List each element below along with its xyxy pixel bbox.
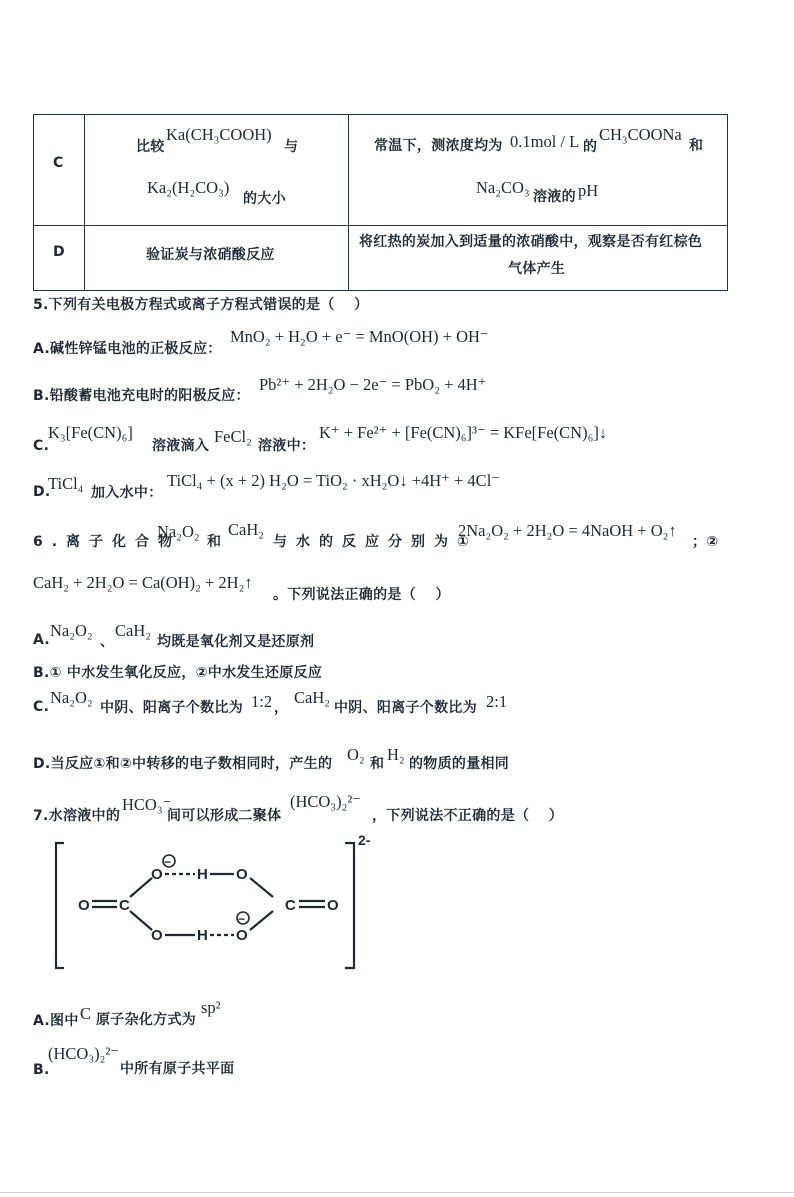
q6-stem-cah2: CaH₂ bbox=[228, 520, 264, 539]
q6-option-a-cah2: CaH₂ bbox=[115, 621, 151, 640]
q5-option-c-equation: K⁺ + Fe²⁺ + [Fe(CN)₆]³⁻ = KFe[Fe(CN)₆]↓ bbox=[319, 423, 608, 442]
q6-option-c-mid1: 中阴、阳离子个数比为 bbox=[100, 700, 243, 716]
atom-h-upper: H bbox=[197, 866, 208, 883]
atom-o-lower-right: O bbox=[236, 927, 248, 944]
q6-option-d-end: 的物质的量相同 bbox=[409, 756, 510, 772]
row-c-purpose-suffix: 的大小 bbox=[243, 191, 286, 207]
row-c-label: C bbox=[53, 155, 64, 171]
atom-o-upper-right: O bbox=[236, 866, 248, 883]
dimer-charge: 2- bbox=[358, 833, 371, 848]
q6-option-c-na2o2: Na₂O₂ bbox=[50, 688, 93, 707]
row-c-method-of: 的 bbox=[583, 139, 598, 155]
q7-stem-end: ，下列说法不正确的是（ ） bbox=[372, 808, 564, 824]
row-c-na2co3: Na₂CO₃ bbox=[476, 178, 530, 197]
atom-o-upper-left: O bbox=[151, 866, 163, 883]
q5-option-b-label: B.铅酸蓄电池充电时的阳极反应： bbox=[33, 388, 250, 404]
q6-stem-equation-2: CaH₂ + 2H₂O = Ca(OH)₂ + 2H₂↑ bbox=[33, 573, 253, 592]
q6-stem-end: 。下列说法正确的是（ ） bbox=[273, 587, 450, 603]
q6-option-a-text: 均既是氧化剂又是还原剂 bbox=[157, 634, 315, 650]
q5-option-d-equation: TiCl₄ + (x + 2) H₂O = TiO₂ · xH₂O↓ +4H⁺ + 4Cl⁻ bbox=[167, 471, 500, 490]
upper-o-minus-sign: − bbox=[164, 855, 172, 869]
row-c-purpose-and: 与 bbox=[284, 139, 299, 155]
row-c-ch3coona: CH₃COONa bbox=[599, 125, 682, 144]
q7-option-a-sp2: sp² bbox=[201, 998, 221, 1017]
row-c-ka-acetic: Ka(CH₃COOH) bbox=[166, 125, 272, 144]
q6-option-c-prefix: C. bbox=[33, 699, 50, 715]
row-c-concentration: 0.1mol / L bbox=[510, 132, 580, 151]
atom-h-lower: H bbox=[197, 927, 208, 944]
hco3-dimer-structure-diagram bbox=[40, 833, 380, 978]
row-c-ph: pH bbox=[578, 181, 599, 200]
row-c-method-prefix: 常温下，测浓度均为 bbox=[374, 138, 503, 154]
row-d-label: D bbox=[53, 244, 65, 260]
q6-option-c-comma: ， bbox=[274, 700, 289, 716]
q6-stem-mid: 与水的反应分别为① bbox=[273, 534, 478, 550]
q7-stem-dimer: (HCO₃)₂²⁻ bbox=[290, 792, 361, 811]
q7-option-a-prefix: A.图中 bbox=[33, 1013, 79, 1029]
q7-stem-prefix: 7.水溶液中的 bbox=[33, 808, 121, 824]
q6-option-d-o2: O₂ bbox=[347, 745, 365, 764]
q6-option-d-text: D.当反应①和②中转移的电子数相同时，产生的 bbox=[33, 756, 333, 772]
row-d-method-line2: 气体产生 bbox=[508, 261, 566, 277]
q6-option-c-mid2: 中阴、阳离子个数比为 bbox=[334, 700, 477, 716]
q5-option-d-ticl4: TiCl₄ bbox=[48, 474, 84, 493]
q5-option-c-fecl2: FeCl₂ bbox=[214, 427, 252, 446]
q6-stem-na2o2: Na₂O₂ bbox=[157, 522, 200, 541]
q7-option-a-c: C bbox=[80, 1004, 92, 1023]
q5-option-a-equation: MnO₂ + H₂O + e⁻ = MnO(OH) + OH⁻ bbox=[230, 327, 489, 346]
q6-stem-prefix: 6.离子化合物 bbox=[33, 534, 182, 550]
q7-stem-mid: 间可以形成二聚体 bbox=[167, 808, 282, 824]
q6-stem-equation-1: 2Na₂O₂ + 2H₂O = 4NaOH + O₂↑ bbox=[458, 521, 677, 540]
q5-stem: 5.下列有关电极方程式或离子方程式错误的是（ ） bbox=[33, 297, 369, 313]
q5-option-c-k3fecn6: K₃[Fe(CN)₆] bbox=[48, 423, 133, 442]
lower-o-minus-sign: − bbox=[238, 912, 246, 926]
q5-option-a-label: A.碱性锌锰电池的正极反应： bbox=[33, 341, 222, 357]
q7-option-a-mid: 原子杂化方式为 bbox=[96, 1012, 197, 1028]
row-c-method-and: 和 bbox=[689, 138, 704, 154]
q7-option-b-prefix: B. bbox=[33, 1062, 50, 1078]
q6-option-d-and: 和 bbox=[370, 756, 385, 772]
page-bottom-rule bbox=[0, 1192, 794, 1193]
q6-option-b: B.① 中水发生氧化反应，②中水发生还原反应 bbox=[33, 665, 323, 681]
atom-o-right: O bbox=[327, 897, 339, 914]
q5-option-d-prefix: D. bbox=[33, 484, 51, 500]
atom-c-right: C bbox=[285, 897, 296, 914]
q6-stem-and: 和 bbox=[207, 534, 222, 550]
q6-option-a-na2o2: Na₂O₂ bbox=[50, 621, 93, 640]
q6-option-c-cah2: CaH₂ bbox=[294, 688, 330, 707]
row-d-method-line1: 将红热的炭加入到适量的浓硝酸中，观察是否有红棕色 bbox=[359, 234, 703, 250]
atom-o-lower-left: O bbox=[151, 927, 163, 944]
row-d-purpose: 验证炭与浓硝酸反应 bbox=[146, 247, 275, 263]
q5-option-c-suffix: 溶液中： bbox=[258, 438, 316, 454]
q6-option-a-sep: 、 bbox=[100, 634, 115, 650]
q6-option-c-ratio2: 2:1 bbox=[486, 692, 508, 711]
q5-option-b-equation: Pb²⁺ + 2H₂O − 2e⁻ = PbO₂ + 4H⁺ bbox=[259, 375, 487, 394]
q5-option-c-prefix: C. bbox=[33, 438, 50, 454]
q6-option-a-prefix: A. bbox=[33, 632, 51, 648]
right-bracket bbox=[345, 843, 354, 968]
q6-stem-separator: ；② bbox=[692, 534, 719, 550]
q5-option-c-mid: 溶液滴入 bbox=[152, 438, 210, 454]
q5-option-d-mid: 加入水中： bbox=[91, 485, 163, 501]
atom-o-left: O bbox=[78, 897, 90, 914]
q7-stem-hco3: HCO₃⁻ bbox=[122, 795, 172, 814]
atom-c-left: C bbox=[119, 897, 130, 914]
row-c-ka2-carbonic: Ka₂(H₂CO₃) bbox=[147, 178, 230, 197]
row-c-method-solution: 溶液的 bbox=[533, 189, 576, 205]
q6-option-c-ratio1: 1:2 bbox=[251, 692, 273, 711]
row-c-purpose-prefix: 比较 bbox=[136, 139, 165, 155]
left-bracket bbox=[56, 843, 64, 968]
q7-option-b-text: 中所有原子共平面 bbox=[120, 1061, 235, 1077]
q7-option-b-dimer: (HCO₃)₂²⁻ bbox=[48, 1044, 119, 1063]
q6-option-d-h2: H₂ bbox=[387, 745, 405, 764]
